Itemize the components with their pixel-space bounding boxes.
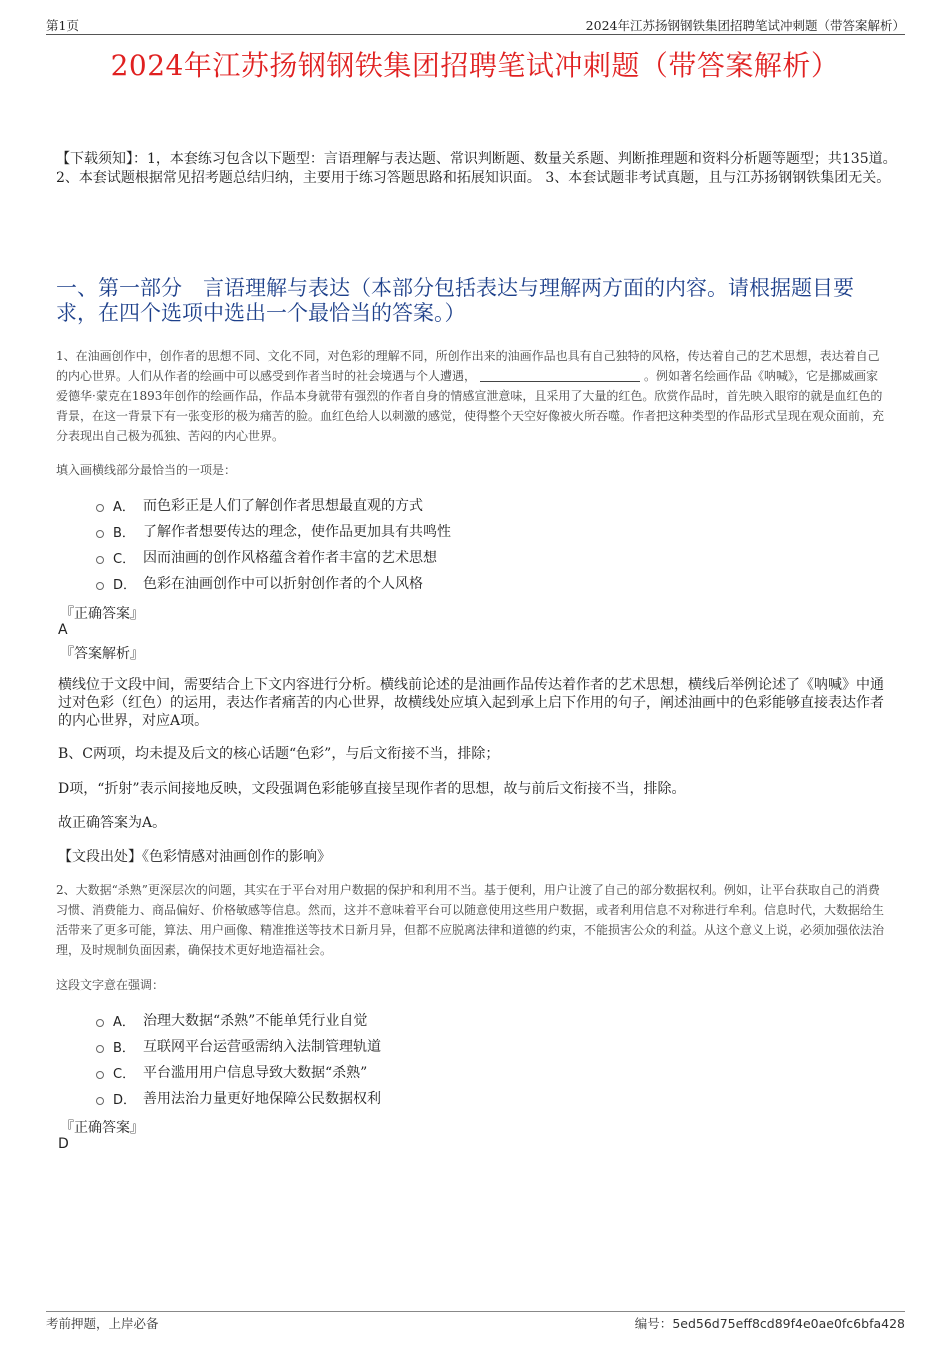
- analysis-paragraph-3: D项，“折射”表示间接地反映，文段强调色彩能够直接呈现作者的思想，故与前后文衔接不当，排除。: [58, 781, 686, 797]
- option-letter: C．: [113, 1066, 136, 1082]
- header-doc-title: 2024年江苏扬钢钢铁集团招聘笔试冲刺题（带答案解析）: [585, 18, 905, 33]
- q1-option-b[interactable]: [96, 520, 451, 542]
- correct-answer-label: 『正确答案』: [60, 1120, 144, 1136]
- option-text: 治理大数据“杀熟”不能单凭行业自觉: [143, 1013, 368, 1029]
- q2-option-a[interactable]: [96, 1009, 367, 1031]
- option-text: 互联网平台运营亟需纳入法制管理轨道: [143, 1039, 381, 1055]
- q1-option-d[interactable]: [96, 572, 423, 594]
- question-2-text: 2、大数据“杀熟”更深层次的问题，其实在于平台对用户数据的保护和利用不当。基于便利，用户让渡了自己的部分数据权利。例如，让平台获取自己的消费习惯、消费能力、商品偏好、价格敏感等信息。然而，这并不意味着平台可以随意使用这些用户数据，或者利用信息不对称进行牟利。信息时代，大数据给生活带来了更多可能，算法、用户画像、精准推送等技术日新月异，但都不应脱离法律和道德的约束，不能损害公众的利益。从这个意义上说，必须加强依法治理，及时规制负面因素，确保技术更好地造福社会。: [56, 883, 885, 957]
- option-letter: B．: [113, 1040, 135, 1056]
- radio-icon[interactable]: [96, 1045, 104, 1053]
- radio-icon[interactable]: [96, 582, 104, 590]
- footer-divider: [46, 1311, 905, 1312]
- radio-icon[interactable]: [96, 1071, 104, 1079]
- fill-blank-line: [480, 369, 640, 382]
- question-1-text-before: 1、在油画创作中，创作者的思想不同、文化不同，对色彩的理解不同，所创作出来的油画作品也具有自己独特的风格，传达着自己的艺术思想，表达着自己的内心世界。人们从作者的绘画中可以感受到作者当时的社会境遇与个人遭遇，: [56, 349, 880, 383]
- radio-icon[interactable]: [96, 504, 104, 512]
- option-letter: C．: [113, 551, 136, 567]
- option-letter: A．: [113, 499, 135, 515]
- question-2-prompt: 这段文字意在强调：: [56, 978, 165, 992]
- q2-option-d[interactable]: [96, 1087, 381, 1109]
- question-1-text: [56, 346, 888, 446]
- passage-source: 【文段出处】《色彩情感对油画创作的影响》: [58, 849, 331, 865]
- option-text: 了解作者想要传达的理念，使作品更加具有共鸣性: [143, 524, 451, 540]
- q2-option-b[interactable]: [96, 1035, 381, 1057]
- question-1-text-after: 。例如著名绘画作品《呐喊》，它是挪威画家爱德华·蒙克在1893年创作的绘画作品，作品本身就带有强烈的作者自身的情感宣泄意味，且采用了大量的红色。欣赏作品时，首先映入眼帘的就是血红色的背景，在这一背景下有一张变形的极为痛苦的脸。血红色给人以刺激的感觉，使得整个天空好像被火所吞噬。作者把这种类型的作品形式呈现在观众面前，充分表现出自己极为孤独、苦闷的内心世界。: [56, 369, 885, 443]
- analysis-label: 『答案解析』: [60, 646, 144, 662]
- option-text: 平台滥用用户信息导致大数据“杀熟”: [143, 1065, 368, 1081]
- footer-code-value: 5ed56d75eff8cd89f4e0ae0fc6bfa428: [672, 1316, 905, 1331]
- radio-icon[interactable]: [96, 1019, 104, 1027]
- radio-icon[interactable]: [96, 556, 104, 564]
- option-letter: A．: [113, 1014, 135, 1030]
- option-letter: D．: [113, 577, 137, 593]
- option-text: 因而油画的创作风格蕴含着作者丰富的艺术思想: [143, 550, 437, 566]
- q1-option-a[interactable]: [96, 494, 423, 516]
- option-letter: B．: [113, 525, 135, 541]
- download-notice: 【下载须知】：1，本套练习包含以下题型：言语理解与表达题、常识判断题、数量关系题、判断推理题和资料分析题等题型；共135道。 2、本套试题根据常见招考题总结归纳，主要用于练习答题思路和拓展知识面。 3、本套试题非考试真题，且与江苏扬钢钢铁集团无关。: [56, 151, 897, 186]
- q1-option-c[interactable]: [96, 546, 437, 568]
- radio-icon[interactable]: [96, 1097, 104, 1105]
- page-header: [46, 14, 905, 35]
- q2-option-c[interactable]: [96, 1061, 367, 1083]
- section-heading: 一、第一部分 言语理解与表达（本部分包括表达与理解两方面的内容。请根据题目要求，在四个选项中选出一个最恰当的答案。）: [56, 276, 854, 325]
- correct-answer-label: 『正确答案』: [60, 606, 144, 622]
- option-letter: D．: [113, 1092, 137, 1108]
- option-text: 而色彩正是人们了解创作者思想最直观的方式: [143, 498, 423, 514]
- option-text: 色彩在油画创作中可以折射创作者的个人风格: [143, 576, 423, 592]
- analysis-conclusion: 故正确答案为A。: [58, 815, 167, 831]
- correct-answer-value: A: [58, 622, 68, 638]
- radio-icon[interactable]: [96, 530, 104, 538]
- analysis-paragraph-1: 横线位于文段中间，需要结合上下文内容进行分析。横线前论述的是油画作品传达着作者的艺术思想，横线后举例论述了《呐喊》中通过对色彩（红色）的运用，表达作者痛苦的内心世界，故横线处应填入起到承上启下作用的句子，阐述油画中的色彩能够直接表达作者的内心世界，对应A项。: [58, 677, 884, 729]
- footer-code: [635, 1314, 905, 1332]
- analysis-paragraph-2: B、C两项，均未提及后文的核心话题“色彩”，与后文衔接不当，排除；: [58, 746, 500, 762]
- footer-code-label: 编号：: [634, 1316, 673, 1331]
- page-number: 第1页: [46, 18, 79, 33]
- option-text: 善用法治力量更好地保障公民数据权利: [143, 1091, 381, 1107]
- correct-answer-value: D: [58, 1136, 69, 1152]
- footer-slogan: 考前押题，上岸必备: [46, 1316, 159, 1331]
- document-title: 2024年江苏扬钢钢铁集团招聘笔试冲刺题（带答案解析）: [110, 49, 840, 82]
- question-1-prompt: 填入画横线部分最恰当的一项是：: [56, 463, 237, 477]
